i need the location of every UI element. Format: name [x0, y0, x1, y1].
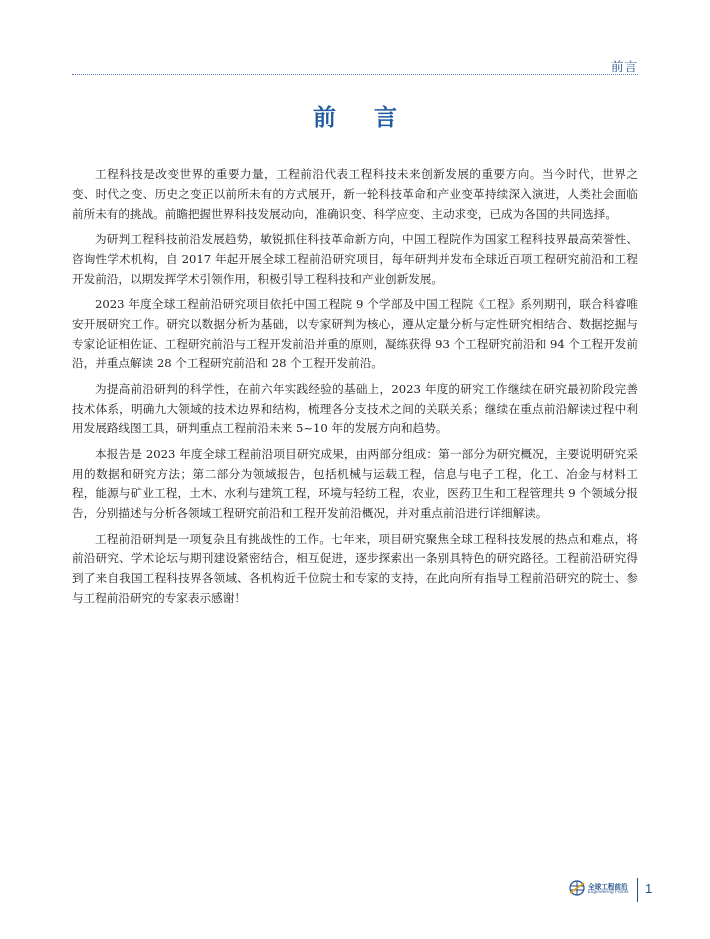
globe-logo-icon	[569, 880, 585, 896]
page-number: 1	[645, 881, 653, 896]
footer-divider	[637, 878, 638, 902]
paragraph-1: 工程科技是改变世界的重要力量，工程前沿代表工程科技未来创新发展的重要方向。当今时代，世界之变、时代之变、历史之变正以前所未有的方式展开，新一轮科技革命和产业变革持续深入演进，人类社会面临前所未有的挑战。前瞻把握世界科技发展动向，准确识变、科学应变、主动求变，已成为各国的共同选择。	[72, 167, 638, 221]
paragraph-4: 为提高前沿研判的科学性，在前六年实践经验的基础上，2023 年度的研究工作继续在研究最初阶段完善技术体系，明确九大领域的技术边界和结构，梳理各分支技术之间的关联关系；继续在重点前沿解读过程中利用发展路线图工具，研判重点工程前沿未来 5~10 年的发展方向和趋势。	[72, 381, 638, 436]
paragraph-2: 为研判工程科技前沿发展趋势，敏锐抓住科技革命新方向，中国工程院作为国家工程科技界最高荣誉性、咨询性学术机构，自 2017 年起开展全球工程前沿研究项目，每年研判并发布全球近百项工程研究前沿和工程开发前沿，以期发挥学术引领作用，积极引导工程科技和产业创新发展。	[72, 231, 638, 286]
paragraph-3: 2023 年度全球工程前沿研究项目依托中国工程院 9 个学部及中国工程院《工程》系列期刊，联合科睿唯安开展研究工作。研究以数据分析为基础，以专家研判为核心，遵从定量分析与定性研究相结合、数据挖掘与专家论证相佐证、工程研究前沿与工程开发前沿并重的原则，凝练获得 93 个工程研究前沿和 94 个工程开发前沿，并重点解读 28 个工程研究前沿和 28 个工程开发前沿。	[72, 296, 638, 371]
logo-text-cn: 全球工程前沿	[588, 883, 628, 891]
page-title: 前言	[313, 105, 435, 131]
preface-body	[72, 165, 638, 614]
paragraph-5: 本报告是 2023 年度全球工程前沿项目研究成果，由两部分组成：第一部分为研究概况，主要说明研究采用的数据和研究方法；第二部分为领域报告，包括机械与运载工程，信息与电子工程，化工、冶金与材料工程，能源与矿业工程，土木、水利与建筑工程，环境与轻纺工程，农业，医药卫生和工程管理共 9 个领域分报告，分别描述与分析各领域工程研究前沿和工程开发前沿概况，并对重点前沿进行详细解读。	[72, 446, 638, 521]
logo-text-en: Engineering Fronts	[588, 890, 629, 895]
paragraph-6: 工程前沿研判是一项复杂且有挑战性的工作。七年来，项目研究聚焦全球工程科技发展的热点和难点，将前沿研究、学术论坛与期刊建设紧密结合，相互促进，逐步探索出一条别具特色的研究路径。工程前沿研究得到了来自我国工程科技界各领域、各机构近千位院士和专家的支持，在此向所有指导工程前沿研究的院士、参与工程前沿研究的专家表示感谢！	[72, 531, 638, 605]
header-divider	[72, 74, 638, 75]
running-header-label: 前言	[610, 59, 638, 74]
engineering-fronts-logo	[569, 880, 631, 898]
